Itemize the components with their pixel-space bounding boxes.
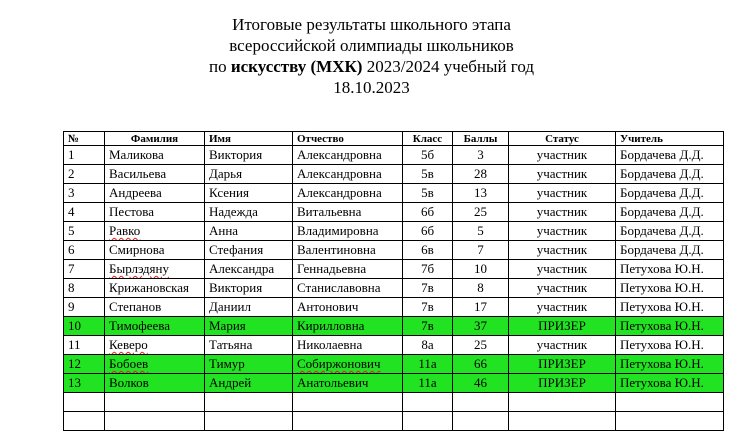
- cell-class: [403, 317, 453, 336]
- cell-name: [205, 298, 293, 317]
- cell-score: [453, 374, 509, 393]
- cell-teacher: [616, 355, 724, 374]
- cell-patronymic: [293, 165, 403, 184]
- header-name: Имя: [205, 132, 293, 146]
- cell-score: [453, 165, 509, 184]
- header-status: Статус: [509, 132, 616, 146]
- cell-status-text: участник: [536, 242, 588, 257]
- cell-surname: [105, 203, 205, 222]
- empty-cell: [453, 393, 509, 412]
- cell-name: [205, 203, 293, 222]
- cell-number-text: 3: [68, 185, 75, 200]
- cell-status-text: участник: [536, 204, 588, 219]
- cell-number: [64, 317, 105, 336]
- cell-class-text: 7в: [421, 299, 434, 314]
- cell-surname-text: Бобоев: [109, 356, 149, 371]
- table-row: [64, 241, 724, 260]
- cell-patronymic: [293, 241, 403, 260]
- cell-status: [509, 203, 616, 222]
- cell-class: [403, 146, 453, 165]
- cell-status-text: участник: [536, 185, 588, 200]
- cell-teacher: [616, 146, 724, 165]
- empty-cell: [509, 412, 616, 431]
- cell-surname-text: Тимофеева: [109, 318, 171, 333]
- document-title: [0, 14, 743, 98]
- empty-cell: [293, 393, 403, 412]
- cell-patronymic-text: Собиржонович: [297, 356, 381, 371]
- cell-teacher-text: Петухова Ю.Н.: [620, 318, 704, 333]
- cell-teacher-text: Петухова Ю.Н.: [620, 299, 704, 314]
- cell-score-text: 17: [474, 299, 487, 314]
- cell-status: [509, 222, 616, 241]
- cell-status: [509, 317, 616, 336]
- cell-number: [64, 203, 105, 222]
- cell-class: [403, 260, 453, 279]
- cell-name-text: Татьяна: [209, 337, 253, 352]
- cell-number: [64, 260, 105, 279]
- cell-status-text: участник: [536, 337, 588, 352]
- cell-surname: [105, 374, 205, 393]
- cell-status: [509, 184, 616, 203]
- cell-patronymic-text: Александровна: [297, 147, 382, 162]
- empty-cell: [64, 393, 105, 412]
- results-table: [63, 131, 724, 431]
- cell-name: [205, 336, 293, 355]
- cell-number-text: 11: [68, 337, 81, 352]
- table-row: [64, 203, 724, 222]
- cell-name-text: Дарья: [209, 166, 243, 181]
- cell-status-text: участник: [536, 299, 588, 314]
- cell-teacher-text: Бордачева Д.Д.: [620, 147, 704, 162]
- empty-table-row: [64, 393, 724, 412]
- cell-status-text: участник: [536, 261, 588, 276]
- cell-status-text: участник: [536, 166, 588, 181]
- cell-score-text: 66: [474, 356, 487, 371]
- table-row: [64, 298, 724, 317]
- cell-class: [403, 298, 453, 317]
- empty-cell: [105, 412, 205, 431]
- cell-score-text: 8: [477, 280, 484, 295]
- cell-number-text: 10: [68, 318, 81, 333]
- cell-class-text: 8а: [421, 337, 434, 352]
- table-row: [64, 165, 724, 184]
- cell-score: [453, 203, 509, 222]
- cell-name-text: Тимур: [209, 356, 245, 371]
- cell-number: [64, 355, 105, 374]
- cell-status: [509, 241, 616, 260]
- cell-status-text: ПРИЗЕР: [538, 318, 586, 333]
- table-body: [64, 146, 724, 431]
- cell-surname-text: Васильева: [109, 166, 167, 181]
- cell-teacher-text: Бордачева Д.Д.: [620, 223, 704, 238]
- table-row: [64, 184, 724, 203]
- cell-number-text: 9: [68, 299, 75, 314]
- cell-number: [64, 279, 105, 298]
- cell-score-text: 25: [474, 204, 487, 219]
- cell-class: [403, 184, 453, 203]
- table-row: [64, 374, 724, 393]
- title-date: 18.10.2023: [333, 78, 410, 97]
- cell-surname: [105, 298, 205, 317]
- cell-class-text: 6б: [420, 223, 435, 238]
- cell-teacher: [616, 222, 724, 241]
- title-prefix: по: [208, 57, 231, 76]
- empty-cell: [293, 412, 403, 431]
- cell-name: [205, 184, 293, 203]
- cell-patronymic-text: Александровна: [297, 166, 382, 181]
- cell-class-text: 11а: [418, 375, 437, 390]
- cell-status: [509, 165, 616, 184]
- cell-name-text: Надежда: [209, 204, 258, 219]
- cell-teacher: [616, 317, 724, 336]
- cell-class-text: 7в: [421, 318, 434, 333]
- cell-teacher-text: Петухова Ю.Н.: [620, 356, 704, 371]
- cell-surname-text: Кеверо: [109, 337, 148, 352]
- table-header-row: [64, 132, 724, 146]
- cell-class-text: 7в: [421, 280, 434, 295]
- cell-class: [403, 279, 453, 298]
- cell-class-text: 11а: [418, 356, 437, 371]
- table-row: [64, 336, 724, 355]
- empty-cell: [616, 393, 724, 412]
- cell-surname: [105, 146, 205, 165]
- empty-cell: [616, 412, 724, 431]
- cell-name-text: Виктория: [209, 147, 263, 162]
- empty-cell: [403, 393, 453, 412]
- header-patronymic: Отчество: [293, 132, 403, 146]
- cell-status-text: участник: [536, 223, 588, 238]
- cell-score-text: 46: [474, 375, 487, 390]
- cell-surname: [105, 279, 205, 298]
- cell-teacher-text: Петухова Ю.Н.: [620, 261, 704, 276]
- cell-status: [509, 298, 616, 317]
- header-surname: Фамилия: [105, 132, 205, 146]
- cell-score-text: 5: [477, 223, 484, 238]
- cell-score-text: 3: [477, 147, 484, 162]
- empty-cell: [403, 412, 453, 431]
- cell-patronymic: [293, 317, 403, 336]
- table-row: [64, 222, 724, 241]
- empty-cell: [205, 412, 293, 431]
- cell-name-text: Андрей: [209, 375, 252, 390]
- cell-status: [509, 374, 616, 393]
- cell-number: [64, 298, 105, 317]
- cell-class: [403, 355, 453, 374]
- cell-score: [453, 260, 509, 279]
- empty-cell: [105, 393, 205, 412]
- cell-name: [205, 317, 293, 336]
- title-line-2: всероссийской олимпиады школьников: [229, 36, 514, 55]
- cell-score: [453, 317, 509, 336]
- cell-number-text: 13: [68, 375, 81, 390]
- cell-status-text: участник: [536, 147, 588, 162]
- cell-teacher: [616, 279, 724, 298]
- cell-patronymic-text: Станиславовна: [297, 280, 381, 295]
- cell-name: [205, 260, 293, 279]
- cell-patronymic-text: Геннадьевна: [297, 261, 367, 276]
- cell-name-text: Анна: [209, 223, 239, 238]
- cell-name: [205, 374, 293, 393]
- cell-patronymic: [293, 222, 403, 241]
- cell-teacher-text: Петухова Ю.Н.: [620, 375, 704, 390]
- cell-class-text: 5б: [420, 147, 435, 162]
- cell-score-text: 7: [477, 242, 484, 257]
- cell-score-text: 25: [474, 337, 487, 352]
- cell-number-text: 5: [68, 223, 75, 238]
- cell-surname-text: Пестова: [109, 204, 154, 219]
- empty-cell: [205, 393, 293, 412]
- cell-score: [453, 336, 509, 355]
- cell-surname-text: Степанов: [109, 299, 162, 314]
- cell-name-text: Даниил: [209, 299, 251, 314]
- cell-patronymic: [293, 260, 403, 279]
- cell-score: [453, 279, 509, 298]
- cell-number-text: 4: [68, 204, 75, 219]
- cell-status: [509, 146, 616, 165]
- cell-surname-text: Равко: [109, 223, 141, 238]
- cell-number: [64, 184, 105, 203]
- cell-number: [64, 374, 105, 393]
- cell-score: [453, 241, 509, 260]
- cell-number-text: 6: [68, 242, 75, 257]
- cell-name-text: Стефания: [209, 242, 264, 257]
- cell-number: [64, 222, 105, 241]
- cell-surname-text: Маликова: [109, 147, 164, 162]
- cell-teacher-text: Петухова Ю.Н.: [620, 337, 704, 352]
- cell-teacher-text: Бордачева Д.Д.: [620, 242, 704, 257]
- cell-teacher: [616, 165, 724, 184]
- cell-number-text: 7: [68, 261, 75, 276]
- cell-name-text: Ксения: [209, 185, 249, 200]
- cell-score: [453, 298, 509, 317]
- cell-teacher: [616, 260, 724, 279]
- cell-patronymic-text: Валентиновна: [297, 242, 376, 257]
- cell-number-text: 8: [68, 280, 75, 295]
- cell-number: [64, 146, 105, 165]
- cell-patronymic-text: Владимировна: [297, 223, 379, 238]
- title-year: 2023/2024 учебный год: [362, 57, 535, 76]
- table-row: [64, 260, 724, 279]
- cell-teacher: [616, 241, 724, 260]
- cell-class: [403, 222, 453, 241]
- table-row: [64, 355, 724, 374]
- cell-patronymic: [293, 374, 403, 393]
- cell-surname: [105, 260, 205, 279]
- cell-surname: [105, 184, 205, 203]
- cell-name: [205, 165, 293, 184]
- cell-score: [453, 355, 509, 374]
- cell-number: [64, 165, 105, 184]
- empty-table-row: [64, 412, 724, 431]
- cell-name: [205, 279, 293, 298]
- cell-class-text: 5в: [421, 185, 434, 200]
- header-score: Баллы: [453, 132, 509, 146]
- cell-status-text: ПРИЗЕР: [538, 375, 586, 390]
- empty-cell: [509, 393, 616, 412]
- title-line-3: [0, 56, 743, 77]
- header-class: Класс: [403, 132, 453, 146]
- cell-name: [205, 355, 293, 374]
- cell-score: [453, 146, 509, 165]
- cell-patronymic: [293, 146, 403, 165]
- cell-class-text: 7б: [420, 261, 435, 276]
- cell-score-text: 37: [474, 318, 487, 333]
- cell-status-text: участник: [536, 280, 588, 295]
- cell-surname: [105, 222, 205, 241]
- cell-teacher: [616, 203, 724, 222]
- cell-surname: [105, 241, 205, 260]
- cell-name-text: Александра: [209, 261, 275, 276]
- cell-class-text: 6в: [421, 242, 434, 257]
- cell-patronymic: [293, 203, 403, 222]
- cell-number: [64, 336, 105, 355]
- table-row: [64, 146, 724, 165]
- title-subject: искусству (МХК): [230, 57, 363, 76]
- cell-name: [205, 146, 293, 165]
- cell-name: [205, 222, 293, 241]
- header-teacher: Учитель: [616, 132, 724, 146]
- header-number: №: [64, 132, 105, 146]
- cell-surname: [105, 165, 205, 184]
- cell-name: [205, 241, 293, 260]
- cell-score-text: 28: [474, 166, 487, 181]
- title-line-1: Итоговые результаты школьного этапа: [232, 15, 511, 34]
- cell-number-text: 2: [68, 166, 75, 181]
- cell-teacher-text: Бордачева Д.Д.: [620, 204, 704, 219]
- cell-surname-text: Крижановская: [109, 280, 190, 295]
- cell-score: [453, 222, 509, 241]
- cell-score-text: 10: [474, 261, 487, 276]
- cell-teacher: [616, 374, 724, 393]
- cell-status: [509, 260, 616, 279]
- cell-class: [403, 374, 453, 393]
- cell-surname-text: Андреева: [109, 185, 162, 200]
- cell-patronymic-text: Антонович: [297, 299, 359, 314]
- cell-score: [453, 184, 509, 203]
- cell-surname: [105, 317, 205, 336]
- cell-status-text: ПРИЗЕР: [538, 356, 586, 371]
- empty-cell: [453, 412, 509, 431]
- cell-teacher-text: Петухова Ю.Н.: [620, 280, 704, 295]
- cell-class: [403, 241, 453, 260]
- cell-patronymic-text: Александровна: [297, 185, 382, 200]
- cell-surname-text: Бырлэдяну: [109, 261, 169, 276]
- cell-surname: [105, 336, 205, 355]
- cell-number: [64, 241, 105, 260]
- cell-name-text: Виктория: [209, 280, 263, 295]
- cell-teacher-text: Бордачева Д.Д.: [620, 185, 704, 200]
- cell-name-text: Мария: [209, 318, 246, 333]
- cell-status: [509, 336, 616, 355]
- cell-class: [403, 165, 453, 184]
- cell-teacher: [616, 298, 724, 317]
- cell-teacher: [616, 184, 724, 203]
- cell-patronymic: [293, 336, 403, 355]
- table-row: [64, 317, 724, 336]
- cell-surname: [105, 355, 205, 374]
- cell-patronymic: [293, 298, 403, 317]
- cell-class: [403, 203, 453, 222]
- cell-patronymic: [293, 279, 403, 298]
- cell-patronymic-text: Николаевна: [297, 337, 363, 352]
- cell-number-text: 1: [68, 147, 75, 162]
- cell-teacher: [616, 336, 724, 355]
- cell-class-text: 5в: [421, 166, 434, 181]
- cell-number-text: 12: [68, 356, 81, 371]
- cell-patronymic: [293, 184, 403, 203]
- cell-patronymic: [293, 355, 403, 374]
- cell-status: [509, 279, 616, 298]
- empty-cell: [64, 412, 105, 431]
- cell-patronymic-text: Витальевна: [297, 204, 362, 219]
- cell-surname-text: Смирнова: [109, 242, 165, 257]
- cell-class: [403, 336, 453, 355]
- cell-patronymic-text: Анатольевич: [297, 375, 369, 390]
- cell-surname-text: Волков: [109, 375, 149, 390]
- table-row: [64, 279, 724, 298]
- cell-class-text: 6б: [420, 204, 435, 219]
- cell-teacher-text: Бордачева Д.Д.: [620, 166, 704, 181]
- cell-status: [509, 355, 616, 374]
- cell-score-text: 13: [474, 185, 487, 200]
- cell-patronymic-text: Кирилловна: [297, 318, 365, 333]
